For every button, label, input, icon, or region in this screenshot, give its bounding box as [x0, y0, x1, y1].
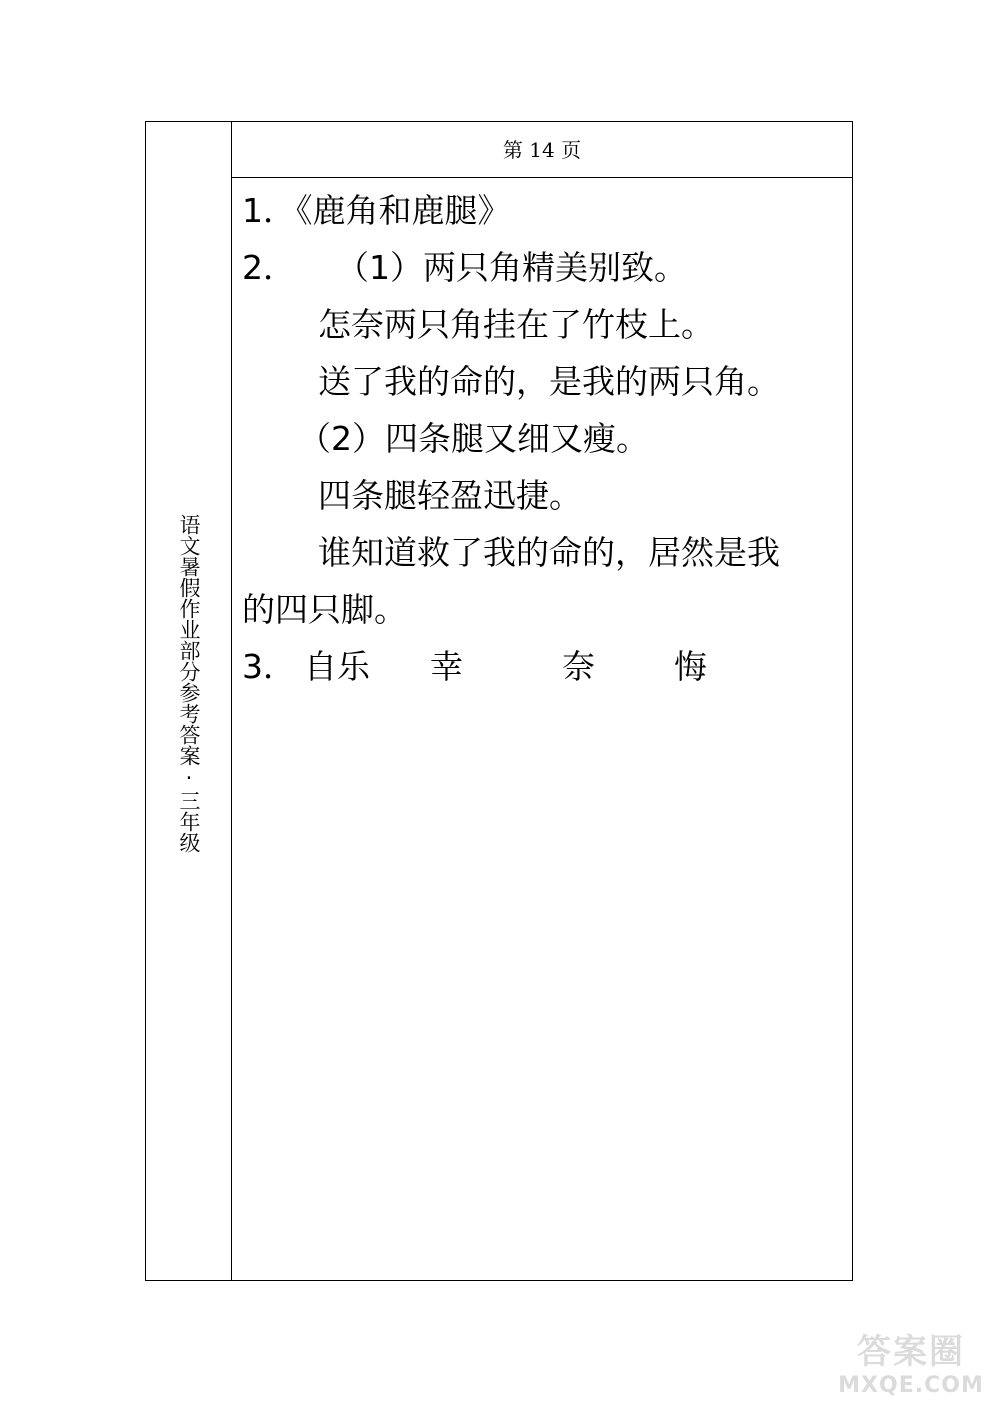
answer-content — [242, 182, 844, 695]
answer-q2-line-2: 怎奈两只角挂在了竹枝上。 — [318, 305, 714, 344]
answer-q1: 1．《鹿角和鹿腿》 — [242, 191, 511, 230]
watermark-top-text: 答案圈 — [857, 1332, 965, 1372]
answer-sheet-frame — [145, 121, 853, 1281]
watermark-logo — [836, 1324, 986, 1406]
watermark-bottom-text: MXQE.COM — [838, 1373, 984, 1398]
answer-q3-word-2: 幸 — [430, 647, 463, 686]
answer-q3-word-4: 悔 — [674, 647, 707, 686]
side-column — [146, 122, 232, 1280]
side-title: 语文暑假作业部分参考答案·三年级 — [177, 514, 201, 853]
answer-q2-first — [242, 239, 844, 296]
answer-q3 — [242, 638, 844, 695]
answer-q2-line-3: 送了我的命的，是我的两只角。 — [318, 362, 780, 401]
answer-q3-word-1: 自乐 — [304, 647, 370, 686]
answer-q2-line-4: （2）四条腿又细又瘦。 — [298, 419, 649, 458]
answer-q2-line-1: （1）两只角精美别致。 — [336, 248, 687, 287]
answer-q2-line-6: 谁知道救了我的命的，居然是我 — [318, 533, 780, 572]
answer-q2-number: 2． — [242, 248, 296, 287]
page-header: 第 14 页 — [232, 122, 852, 178]
answer-q3-word-3: 奈 — [562, 647, 595, 686]
answer-q2-line-7: 的四只脚。 — [242, 590, 407, 629]
answer-q2-line-5: 四条腿轻盈迅捷。 — [318, 476, 582, 515]
answer-q3-number: 3． — [242, 647, 296, 686]
